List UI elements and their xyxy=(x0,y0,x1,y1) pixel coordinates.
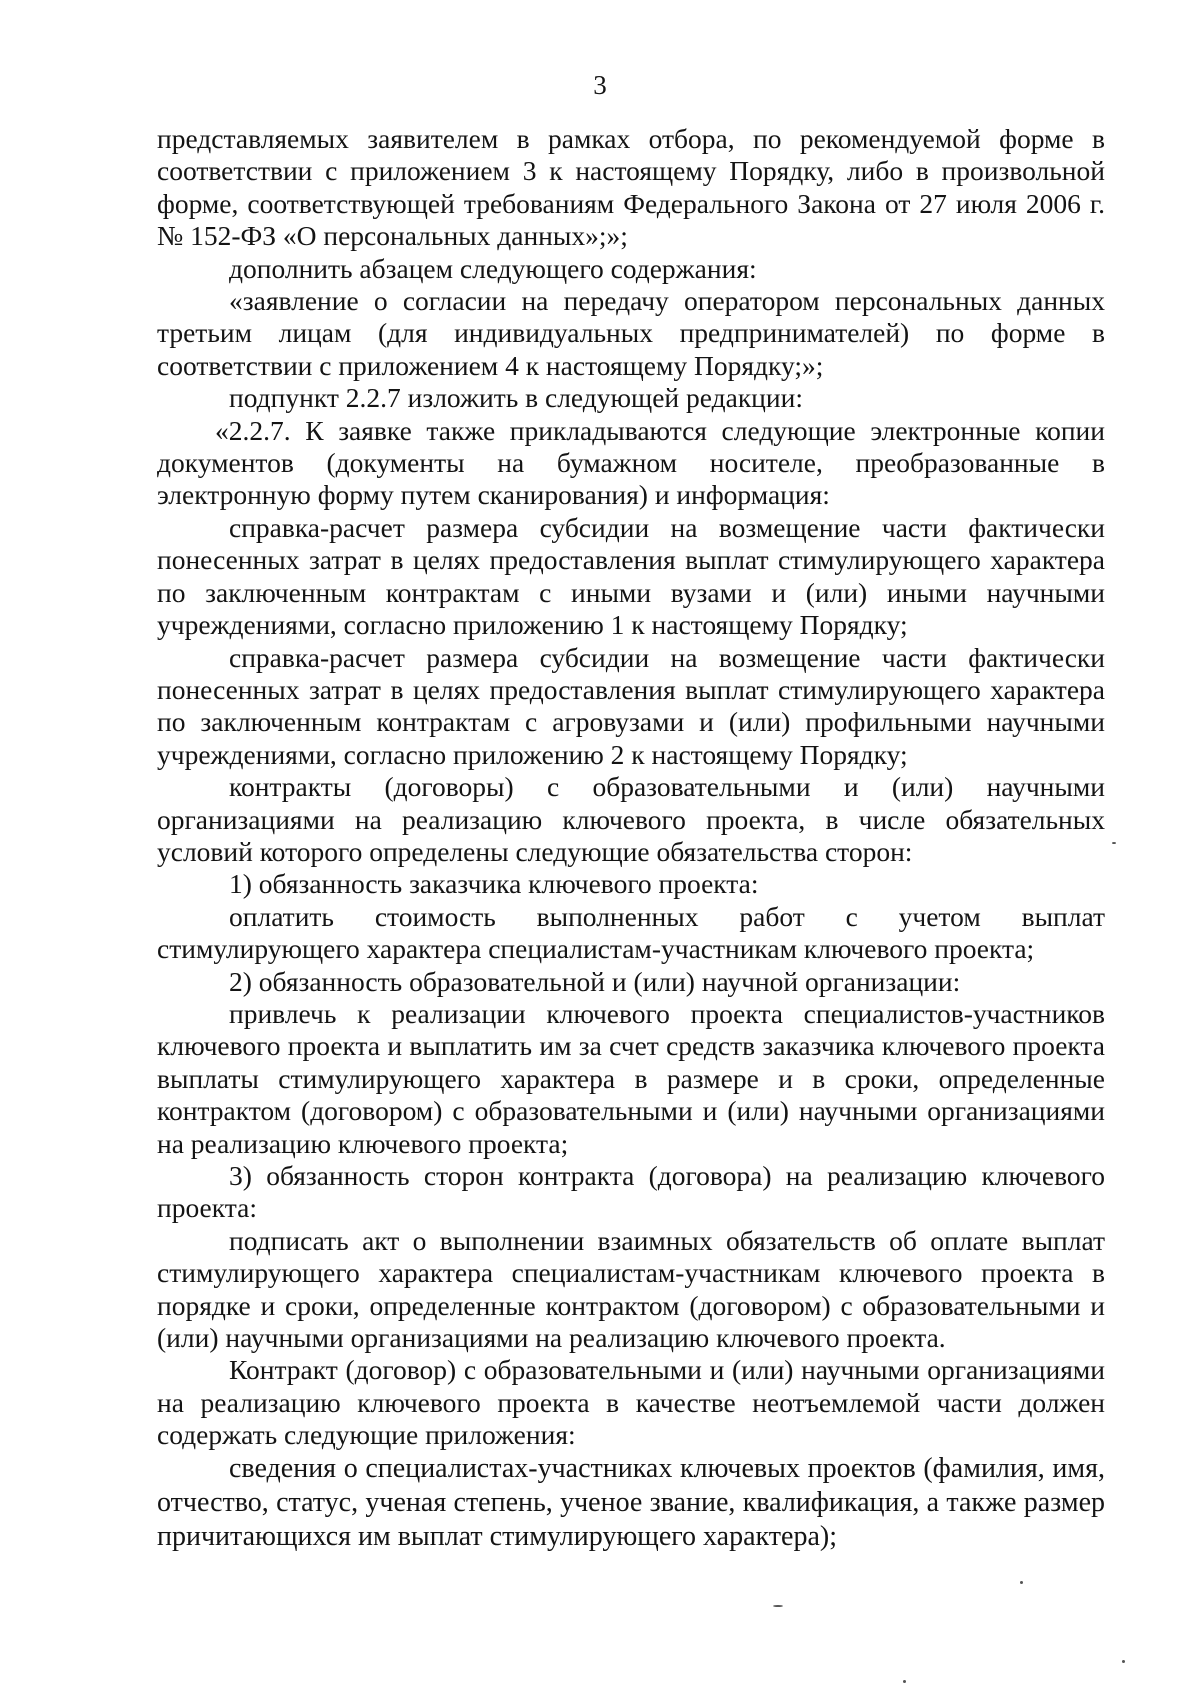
paragraph-amendment-add: дополнить абзацем следующего содержания: xyxy=(229,252,757,284)
page-number: 3 xyxy=(593,70,607,100)
scan-speck xyxy=(903,1680,906,1683)
paragraph-customer-obligation: 1) обязанность заказчика ключевого проекта: xyxy=(229,868,759,900)
paragraph-specialists-info: сведения о специалистах-участниках ключевых проектов (фамилия, имя, отчество, статус, ученая степень, ученое звание, квалификация, а также размер причитающихся им выплат стимулирующего характера); xyxy=(157,1452,1105,1552)
paragraph-pay-cost: оплатить стоимость выполненных работ с учетом выплат стимулирующего характера специалистам-участникам ключевого проекта; xyxy=(157,900,1105,965)
scan-speck xyxy=(1112,842,1116,844)
scan-speck xyxy=(1020,1581,1023,1584)
paragraph-organization-obligation: 2) обязанность образовательной и (или) научной организации: xyxy=(229,965,961,997)
paragraph-contracts: контракты (договоры) с образовательными и (или) научными организациями на реализацию ключевого проекта, в числе обязательных условий которого определены следующие обязательства сторон: xyxy=(157,771,1105,867)
paragraph-clause-2-2-7: «2.2.7. К заявке также прикладываются следующие электронные копии документов (документы на бумажном носителе, преобразованные в электронную форму путем сканирования) и информация: xyxy=(157,414,1105,511)
scan-speck xyxy=(1122,1660,1125,1663)
paragraph-contract-annexes: Контракт (договор) с образовательными и (или) научными организациями на реализацию ключевого проекта в качестве неотъемлемой части должен содержать следующие приложения: xyxy=(157,1354,1105,1451)
paragraph-engage-specialists: привлечь к реализации ключевого проекта специалистов-участников ключевого проекта и выплатить им за счет средств заказчика ключевого проекта выплаты стимулирующего характера в размере и в сроки, определенные контрактом (договором) с образовательными и (или) научными организациями на реализацию ключевого проекта; xyxy=(157,997,1105,1159)
paragraph-parties-obligation: 3) обязанность сторон контракта (договора) на реализацию ключевого проекта: xyxy=(157,1160,1105,1224)
scan-speck xyxy=(773,1605,783,1607)
paragraph-calc-certificate-2: справка-расчет размера субсидии на возмещение части фактически понесенных затрат в целях предоставления выплат стимулирующего характера по заключенным контрактам с агровузами и (или) профильными научными учреждениями, согласно приложению 2 к настоящему Порядку; xyxy=(157,641,1105,770)
document-body xyxy=(157,123,1105,1554)
paragraph-sign-act: подписать акт о выполнении взаимных обязательств об оплате выплат стимулирующего характера специалистам-участникам ключевого проекта в порядке и сроки, определенные контрактом (договором) с образовательными и (или) научными организациями на реализацию ключевого проекта. xyxy=(157,1224,1105,1354)
paragraph-subclause-edit: подпункт 2.2.7 изложить в следующей редакции: xyxy=(229,382,803,414)
paragraph-continuation: представляемых заявителем в рамках отбора, по рекомендуемой форме в соответствии с приложением 3 к настоящему Порядку, либо в произвольной форме, соответствующей требованиям Федерального Закона от 27 июля 2006 г. № 152-ФЗ «О персональных данных»;»; xyxy=(157,123,1105,252)
paragraph-consent-statement: «заявление о согласии на передачу оператором персональных данных третьим лицам (для индивидуальных предпринимателей) по форме в соответствии с приложением 4 к настоящему Порядку;»; xyxy=(157,285,1105,381)
paragraph-calc-certificate-1: справка-расчет размера субсидии на возмещение части фактически понесенных затрат в целях предоставления выплат стимулирующего характера по заключенным контрактам с иными вузами и (или) иными научными учреждениями, согласно приложению 1 к настоящему Порядку; xyxy=(157,511,1105,641)
